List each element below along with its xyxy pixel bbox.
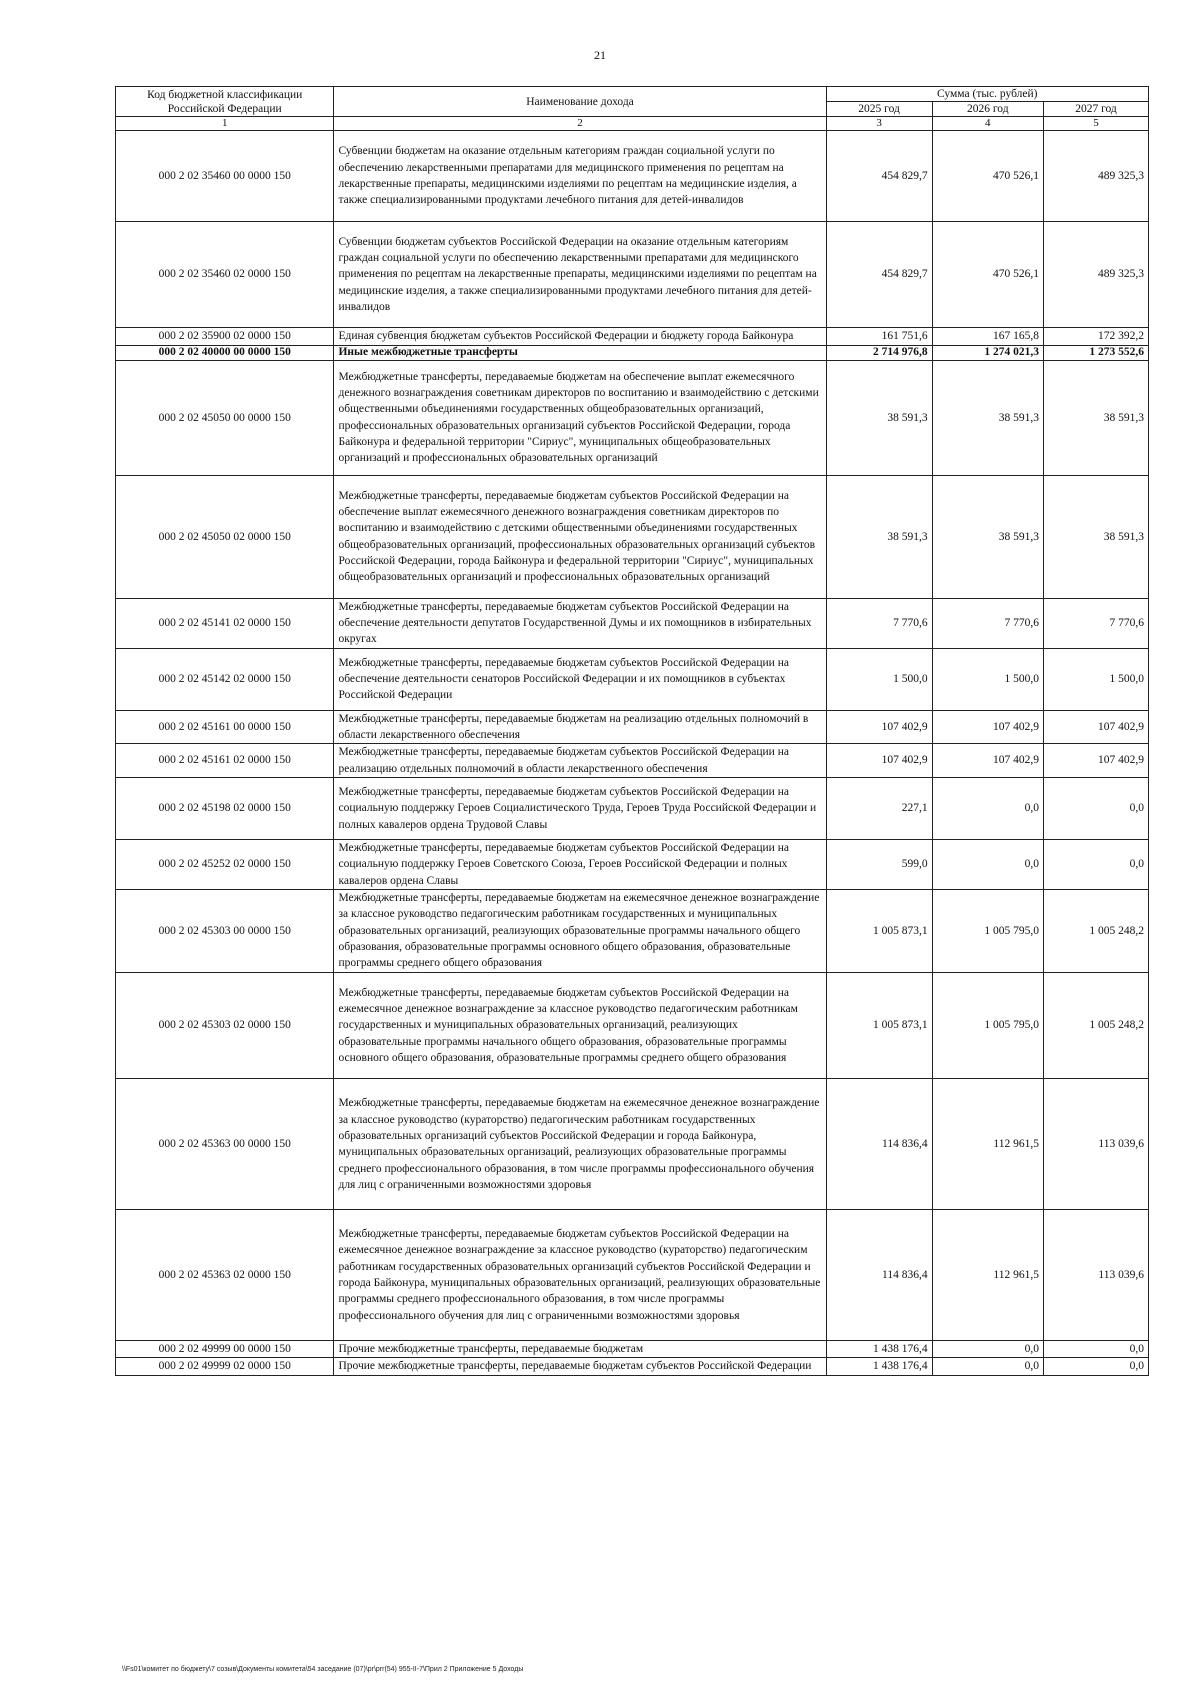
col-number-3: 3: [826, 117, 932, 131]
row-value-2027: 1 500,0: [1043, 648, 1148, 710]
table-row: [116, 648, 1149, 710]
table-row: [116, 839, 1149, 889]
row-code: 000 2 02 49999 02 0000 150: [116, 1358, 334, 1375]
row-value-2025: 107 402,9: [826, 744, 932, 778]
row-name: Субвенции бюджетам на оказание отдельным категориям граждан социальной услуги по обеспечению лекарственными препаратами для медицинского применения по рецептам на лекарственные препараты, медицинскими изделиями по рецептам на медицинские изделия, а также специализированными продуктами лечебного питания для детей-инвалидов: [334, 131, 826, 221]
row-code: 000 2 02 45198 02 0000 150: [116, 777, 334, 839]
row-value-2026: 0,0: [932, 1358, 1043, 1375]
row-name: Иные межбюджетные трансферты: [334, 345, 826, 360]
row-code: 000 2 02 40000 00 0000 150: [116, 345, 334, 360]
table-row: [116, 131, 1149, 221]
row-value-2025: 38 591,3: [826, 475, 932, 598]
row-name: Единая субвенция бюджетам субъектов Российской Федерации и бюджету города Байконура: [334, 328, 826, 345]
row-value-2027: 1 005 248,2: [1043, 889, 1148, 972]
row-code: 000 2 02 35900 02 0000 150: [116, 328, 334, 345]
row-value-2027: 107 402,9: [1043, 710, 1148, 744]
col-number-1: 1: [116, 117, 334, 131]
row-value-2026: 38 591,3: [932, 360, 1043, 475]
header-code: Код бюджетной классификации Российской Федерации: [116, 87, 334, 117]
row-code: 000 2 02 45141 02 0000 150: [116, 598, 334, 648]
row-value-2025: 599,0: [826, 839, 932, 889]
row-value-2027: 38 591,3: [1043, 475, 1148, 598]
col-number-2: 2: [334, 117, 826, 131]
row-value-2025: 107 402,9: [826, 710, 932, 744]
row-value-2026: 0,0: [932, 839, 1043, 889]
row-name: Межбюджетные трансферты, передаваемые бюджетам субъектов Российской Федерации на обеспечение деятельности депутатов Государственной Думы и их помощников в избирательных округах: [334, 598, 826, 648]
table-row: [116, 710, 1149, 744]
table-row: [116, 345, 1149, 360]
col-number-4: 4: [932, 117, 1043, 131]
row-value-2027: 489 325,3: [1043, 131, 1148, 221]
table-row: [116, 221, 1149, 328]
row-value-2025: 227,1: [826, 777, 932, 839]
table-row: [116, 1079, 1149, 1210]
row-name: Межбюджетные трансферты, передаваемые бюджетам субъектов Российской Федерации на обеспечение выплат ежемесячного денежного вознаграждения советникам директоров по воспитанию и взаимодействию с детскими общественными объединениями государственных общеобразовательных организаций, профессиональных образовательных организаций субъектов Российской Федерации, города Байконура и федеральной территории "Сириус", муниципальных общеобразовательных организаций и профессиональных образовательных организаций: [334, 475, 826, 598]
row-name: Межбюджетные трансферты, передаваемые бюджетам на обеспечение выплат ежемесячного денежного вознаграждения советникам директоров по воспитанию и взаимодействию с детскими общественными объединениями государственных общеобразовательных организаций, профессиональных образовательных организаций субъектов Российской Федерации, города Байконура и федеральной территории "Сириус", муниципальных общеобразовательных организаций и профессиональных образовательных организаций: [334, 360, 826, 475]
row-name: Межбюджетные трансферты, передаваемые бюджетам субъектов Российской Федерации на ежемесячное денежное вознаграждение за классное руководство (кураторство) педагогическим работникам государственных образовательных организаций субъектов Российской Федерации и города Байконура, муниципальных образовательных организаций, реализующих образовательные программы среднего профессионального образования, в том числе программы профессионального обучения для лиц с ограниченными возможностями здоровья: [334, 1210, 826, 1341]
header-row-1: [116, 87, 1149, 102]
row-value-2027: 172 392,2: [1043, 328, 1148, 345]
row-value-2026: 0,0: [932, 1341, 1043, 1358]
row-value-2027: 0,0: [1043, 839, 1148, 889]
row-value-2027: 0,0: [1043, 777, 1148, 839]
row-value-2025: 38 591,3: [826, 360, 932, 475]
header-year-2025: 2025 год: [826, 102, 932, 117]
row-value-2026: 1 005 795,0: [932, 889, 1043, 972]
row-code: 000 2 02 45050 00 0000 150: [116, 360, 334, 475]
row-code: 000 2 02 45363 00 0000 150: [116, 1079, 334, 1210]
row-value-2027: 1 273 552,6: [1043, 345, 1148, 360]
header-sum: Сумма (тыс. рублей): [826, 87, 1148, 102]
page-number: 21: [594, 48, 606, 62]
row-value-2026: 470 526,1: [932, 221, 1043, 328]
table-row: [116, 889, 1149, 972]
row-value-2026: 7 770,6: [932, 598, 1043, 648]
row-name: Межбюджетные трансферты, передаваемые бюджетам субъектов Российской Федерации на социальную поддержку Героев Советского Союза, Героев Российской Федерации и полных кавалеров ордена Славы: [334, 839, 826, 889]
row-name: Межбюджетные трансферты, передаваемые бюджетам на ежемесячное денежное вознаграждение за классное руководство педагогическим работникам государственных и муниципальных образовательных организаций, реализующих образовательные программы начального общего образования, образовательные программы основного общего образования, образовательные программы среднего общего образования: [334, 889, 826, 972]
row-code: 000 2 02 45363 02 0000 150: [116, 1210, 334, 1341]
row-code: 000 2 02 45303 00 0000 150: [116, 889, 334, 972]
row-value-2026: 1 274 021,3: [932, 345, 1043, 360]
row-name: Межбюджетные трансферты, передаваемые бюджетам субъектов Российской Федерации на социальную поддержку Героев Социалистического Труда, Героев Труда Российской Федерации и полных кавалеров ордена Трудовой Славы: [334, 777, 826, 839]
row-code: 000 2 02 35460 02 0000 150: [116, 221, 334, 328]
table-row: [116, 777, 1149, 839]
table-row: [116, 360, 1149, 475]
row-value-2025: 7 770,6: [826, 598, 932, 648]
row-value-2026: 0,0: [932, 777, 1043, 839]
row-value-2025: 454 829,7: [826, 131, 932, 221]
row-value-2025: 1 438 176,4: [826, 1358, 932, 1375]
row-value-2025: 114 836,4: [826, 1079, 932, 1210]
header-year-2027: 2027 год: [1043, 102, 1148, 117]
row-code: 000 2 02 45161 02 0000 150: [116, 744, 334, 778]
footer-path: \\Fs01\комитет по бюджету\7 созыв\Документы комитета\54 заседание (07)\pr\prr(54) 955-II-7\Прил 2 Приложение 5 Доходы: [122, 1666, 524, 1673]
row-value-2026: 167 165,8: [932, 328, 1043, 345]
row-name: Субвенции бюджетам субъектов Российской Федерации на оказание отдельным категориям граждан социальной услуги по обеспечению лекарственными препаратами для медицинского применения по рецептам на лекарственные препараты, медицинскими изделиями по рецептам на медицинские изделия, а также специализированными продуктами лечебного питания для детей-инвалидов: [334, 221, 826, 328]
row-value-2027: 38 591,3: [1043, 360, 1148, 475]
table-row: [116, 598, 1149, 648]
row-code: 000 2 02 45161 00 0000 150: [116, 710, 334, 744]
row-name: Межбюджетные трансферты, передаваемые бюджетам субъектов Российской Федерации на обеспечение деятельности сенаторов Российской Федерации и их помощников в субъектах Российской Федерации: [334, 648, 826, 710]
row-code: 000 2 02 45050 02 0000 150: [116, 475, 334, 598]
header-name: Наименование дохода: [334, 87, 826, 117]
row-value-2025: 2 714 976,8: [826, 345, 932, 360]
row-value-2026: 107 402,9: [932, 744, 1043, 778]
row-value-2025: 1 005 873,1: [826, 889, 932, 972]
row-value-2025: 454 829,7: [826, 221, 932, 328]
row-code: 000 2 02 45303 02 0000 150: [116, 972, 334, 1079]
table-row: [116, 972, 1149, 1079]
row-name: Межбюджетные трансферты, передаваемые бюджетам на реализацию отдельных полномочий в области лекарственного обеспечения: [334, 710, 826, 744]
row-value-2027: 0,0: [1043, 1358, 1148, 1375]
row-value-2027: 0,0: [1043, 1341, 1148, 1358]
row-name: Межбюджетные трансферты, передаваемые бюджетам субъектов Российской Федерации на реализацию отдельных полномочий в области лекарственного обеспечения: [334, 744, 826, 778]
col-number-5: 5: [1043, 117, 1148, 131]
row-value-2025: 114 836,4: [826, 1210, 932, 1341]
row-value-2027: 113 039,6: [1043, 1079, 1148, 1210]
row-value-2026: 38 591,3: [932, 475, 1043, 598]
row-value-2025: 1 438 176,4: [826, 1341, 932, 1358]
row-name: Прочие межбюджетные трансферты, передаваемые бюджетам субъектов Российской Федерации: [334, 1358, 826, 1375]
row-value-2027: 489 325,3: [1043, 221, 1148, 328]
row-value-2026: 107 402,9: [932, 710, 1043, 744]
row-code: 000 2 02 45142 02 0000 150: [116, 648, 334, 710]
row-value-2026: 470 526,1: [932, 131, 1043, 221]
row-code: 000 2 02 45252 02 0000 150: [116, 839, 334, 889]
table-row: [116, 744, 1149, 778]
row-value-2026: 112 961,5: [932, 1079, 1043, 1210]
row-value-2027: 1 005 248,2: [1043, 972, 1148, 1079]
row-value-2025: 1 500,0: [826, 648, 932, 710]
row-value-2027: 7 770,6: [1043, 598, 1148, 648]
table-row: [116, 1358, 1149, 1375]
table-row: [116, 1341, 1149, 1358]
row-code: 000 2 02 49999 00 0000 150: [116, 1341, 334, 1358]
revenue-table: [115, 86, 1149, 1376]
row-value-2025: 1 005 873,1: [826, 972, 932, 1079]
row-value-2027: 107 402,9: [1043, 744, 1148, 778]
row-code: 000 2 02 35460 00 0000 150: [116, 131, 334, 221]
row-name: Межбюджетные трансферты, передаваемые бюджетам субъектов Российской Федерации на ежемесячное денежное вознаграждение за классное руководство педагогическим работникам государственных и муниципальных образовательных организаций, реализующих образовательные программы начального общего образования, образовательные программы основного общего образования, образовательные программы среднего общего образования: [334, 972, 826, 1079]
row-value-2027: 113 039,6: [1043, 1210, 1148, 1341]
row-name: Межбюджетные трансферты, передаваемые бюджетам на ежемесячное денежное вознаграждение за классное руководство (кураторство) педагогическим работникам государственных образовательных организаций субъектов Российской Федерации и города Байконура, муниципальных образовательных организаций, реализующих образовательные программы среднего профессионального образования, в том числе программы профессионального обучения для лиц с ограниченными возможностями здоровья: [334, 1079, 826, 1210]
row-value-2026: 1 500,0: [932, 648, 1043, 710]
header-year-2026: 2026 год: [932, 102, 1043, 117]
row-value-2026: 112 961,5: [932, 1210, 1043, 1341]
row-name: Прочие межбюджетные трансферты, передаваемые бюджетам: [334, 1341, 826, 1358]
row-value-2025: 161 751,6: [826, 328, 932, 345]
table-row: [116, 475, 1149, 598]
table-row: [116, 328, 1149, 345]
header-col-numbers: [116, 117, 1149, 131]
table-body: [116, 131, 1149, 1375]
table-row: [116, 1210, 1149, 1341]
row-value-2026: 1 005 795,0: [932, 972, 1043, 1079]
